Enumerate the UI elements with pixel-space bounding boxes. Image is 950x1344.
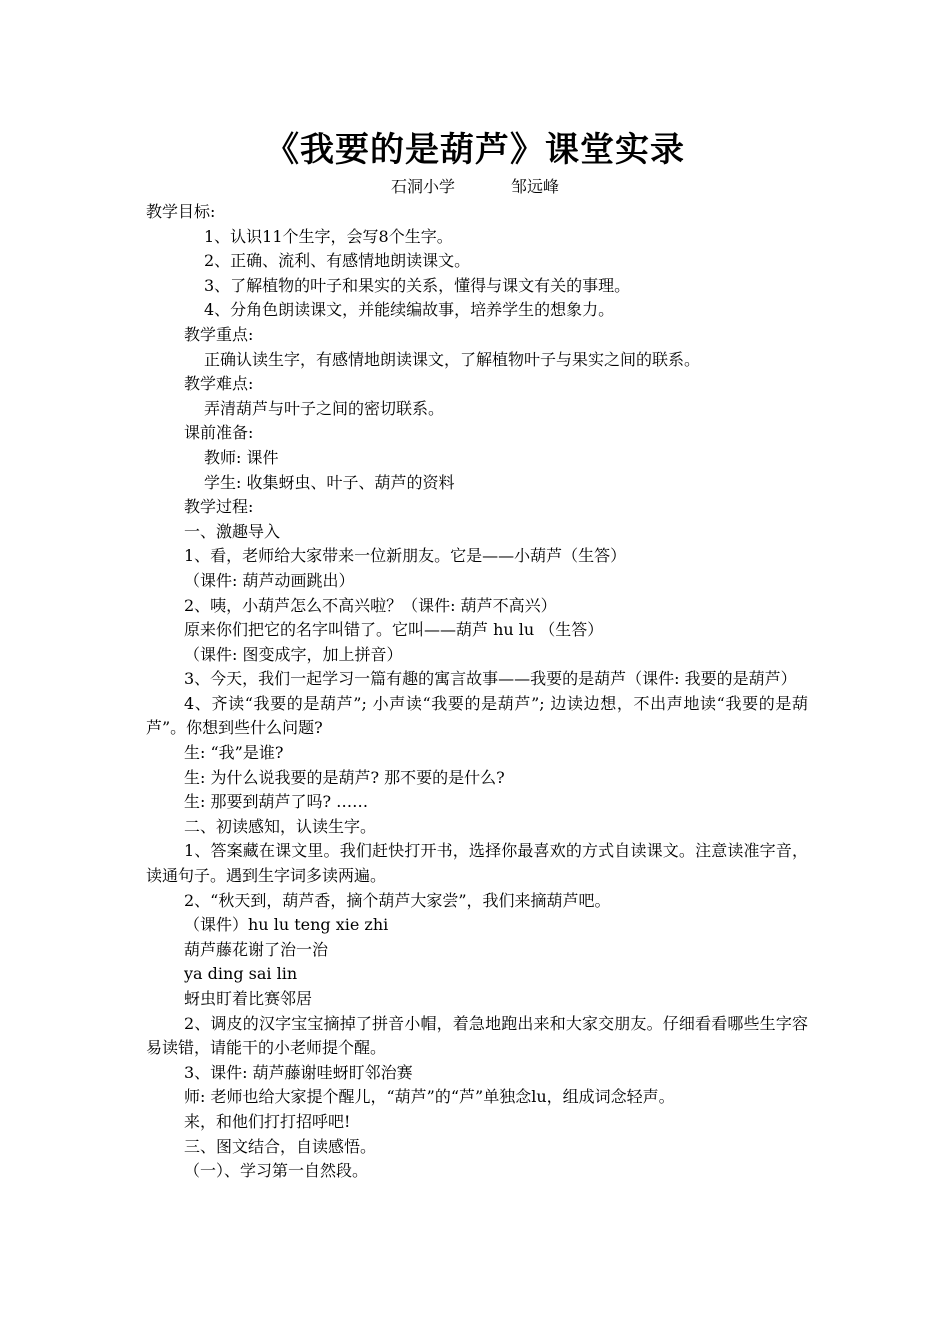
paragraph: （课件）hu lu teng xie zhi [184, 915, 389, 935]
objective-item: 3、了解植物的叶子和果实的关系，懂得与课文有关的事理。 [204, 275, 631, 295]
paragraph: ya ding sai lin [184, 964, 298, 984]
document-title: 《我要的是葫芦》课堂实录 [265, 130, 685, 170]
paragraph: 师: 老师也给大家提个醒儿，“葫芦”的“芦”单独念lu，组成词念轻声。 [184, 1087, 675, 1107]
section-heading: 教学重点: [184, 324, 254, 344]
section-heading: 教学难点: [184, 374, 254, 394]
byline-author: 邹远峰 [511, 177, 560, 196]
objective-item: 2、正确、流利、有感情地朗读课文。 [204, 251, 471, 271]
paragraph: （一）、学习第一自然段。 [184, 1161, 369, 1181]
objective-item: 4、分角色朗读课文，并能续编故事，培养学生的想象力。 [204, 300, 615, 320]
paragraph: 1、答案藏在课文里。我们赶快打开书，选择你最喜欢的方式自读课文。注意读准字音，读通句子。遇到生字词多读两遍。 [146, 841, 808, 886]
paragraph: 蚜虫盯着比赛邻居 [184, 989, 313, 1008]
paragraph: 来，和他们打打招呼吧! [184, 1111, 351, 1131]
section-heading: 教学过程: [184, 497, 254, 517]
byline-school: 石洞小学 [390, 177, 455, 196]
paragraph: 正确认读生字，有感情地朗读课文，了解植物叶子与果实之间的联系。 [204, 349, 701, 369]
paragraph: 学生: 收集蚜虫、叶子、葫芦的资料 [204, 472, 455, 492]
document-body [146, 200, 808, 1184]
objective-item: 1、认识11个生字，会写8个生字。 [204, 226, 453, 246]
paragraph: 3、课件: 葫芦藤谢哇蚜盯邻治赛 [184, 1062, 413, 1082]
byline [0, 176, 950, 198]
paragraph: 原来你们把它的名字叫错了。它叫——葫芦 hu lu （生答） [184, 620, 604, 640]
paragraph: 2、调皮的汉字宝宝摘掉了拼音小帽，着急地跑出来和大家交朋友。仔细看看哪些生字容易读错，请能干的小老师提个醒。 [146, 1013, 808, 1058]
paragraph: 生: 为什么说我要的是葫芦? 那不要的是什么? [184, 767, 505, 787]
paragraph: 2、咦，小葫芦怎么不高兴啦？（课件: 葫芦不高兴） [184, 595, 557, 615]
paragraph: 1、看，老师给大家带来一位新朋友。它是——小葫芦（生答） [184, 546, 627, 566]
paragraph: 2、“秋天到，葫芦香，摘个葫芦大家尝”，我们来摘葫芦吧。 [184, 890, 611, 910]
paragraph: 生: 那要到葫芦了吗? …… [184, 792, 369, 812]
paragraph: 3、今天，我们一起学习一篇有趣的寓言故事——我要的是葫芦（课件: 我要的是葫芦） [184, 669, 797, 689]
section-heading: 教学目标: [146, 202, 216, 221]
paragraph: 4、齐读“我要的是葫芦”; 小声读“我要的是葫芦”; 边读边想，不出声地读“我要的是葫芦”。你想到些什么问题? [146, 693, 808, 738]
paragraph: 葫芦藤花谢了治一治 [184, 939, 329, 959]
paragraph: （课件: 图变成字，加上拼音） [184, 644, 403, 664]
paragraph: 二、初读感知，认读生字。 [184, 816, 377, 836]
paragraph: （课件: 葫芦动画跳出） [184, 570, 355, 590]
paragraph: 弄清葫芦与叶子之间的密切联系。 [204, 398, 445, 418]
paragraph: 教师: 课件 [204, 447, 279, 467]
paragraph: 生: “我”是谁? [184, 743, 284, 763]
paragraph: 三、图文结合，自读感悟。 [184, 1136, 377, 1156]
section-heading: 课前准备: [184, 423, 254, 443]
paragraph: 一、激趣导入 [184, 521, 281, 541]
